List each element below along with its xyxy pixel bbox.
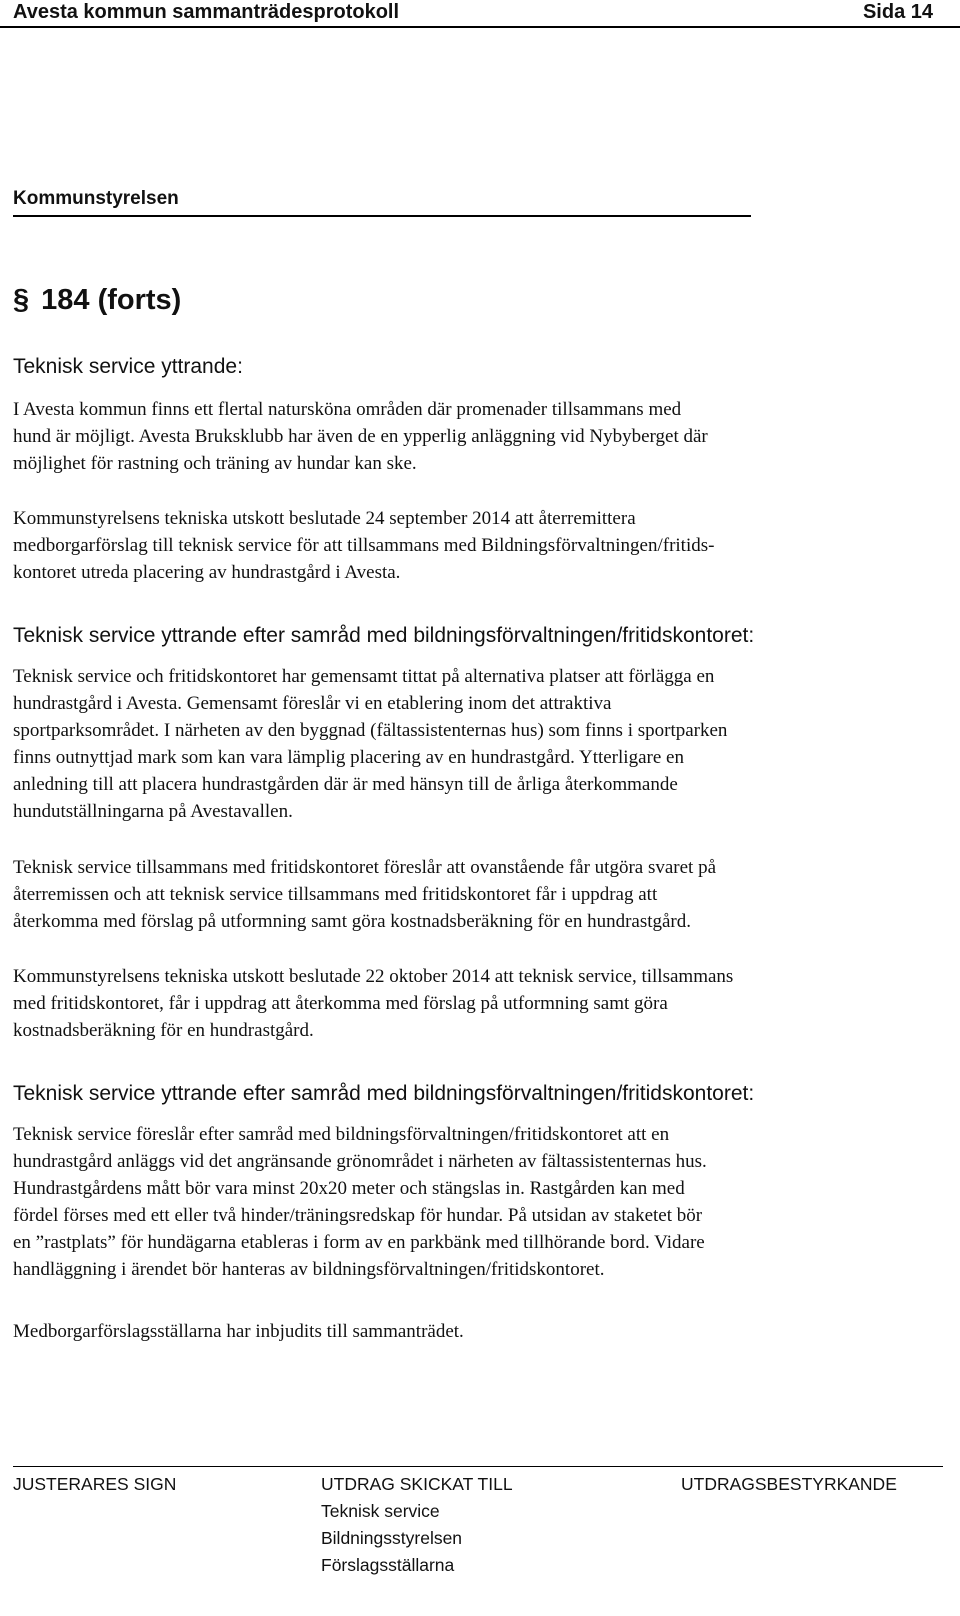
footer-justerares-sign bbox=[13, 1471, 176, 1498]
page-number: Sida 14 bbox=[862, 1, 933, 23]
page-header bbox=[0, 0, 960, 28]
utdrag-skickat-till-label: UTDRAG SKICKAT TILL bbox=[321, 1474, 513, 1494]
section-symbol: § bbox=[13, 284, 30, 316]
section-number: 184 (forts) bbox=[41, 284, 182, 316]
body-name: Kommunstyrelsen bbox=[13, 188, 179, 209]
heading-yttrande-efter-samrad-2: Teknisk service yttrande efter samråd med bildningsförvaltningen/fritidskontoret: bbox=[13, 1082, 755, 1105]
paragraph-6: Teknisk service föreslår efter samråd med bildningsförvaltningen/fritidskontoret att en hundrastgård anläggs vid det angränsande grönområdet i närheten av fältassistenternas hus. Hundrastgårdens mått bör vara minst 20x20 meter och stängslas in. Rastgården kan med fördel förses med ett eller två hinder/träningsredskap för hundar. På utsidan av staketet bör en ”rastplats” för hundägarna etableras i form av en parkbänk med tillhörande bord. Vidare handläggning i ärendet bör hanteras av bildningsförvaltningen/fritidskontoret. bbox=[13, 1124, 707, 1280]
footer-utdragsbestyrkande bbox=[681, 1471, 897, 1498]
justerares-sign-label: JUSTERARES SIGN bbox=[13, 1474, 177, 1494]
footer-utdrag-skickat-till bbox=[321, 1471, 513, 1579]
utdragsbestyrkande-label: UTDRAGSBESTYRKANDE bbox=[681, 1474, 897, 1494]
paragraph-4: Teknisk service tillsammans med fritidskontoret föreslår att ovanstående får utgöra svaret på återremissen och att teknisk service tillsammans med fritidskontoret får i uppdrag att återkomma med förslag på utformning samt göra kostnadsberäkning för en hundrastgård. bbox=[13, 857, 717, 932]
footer-rule bbox=[13, 1466, 943, 1467]
heading-yttrande-efter-samrad-1: Teknisk service yttrande efter samråd med bildningsförvaltningen/fritidskontoret: bbox=[13, 624, 755, 647]
paragraph-1: I Avesta kommun finns ett flertal natursköna områden där promenader tillsammans med hund är möjligt. Avesta Bruksklubb har även de en ypperlig anläggning vid Nybyberget där möjlighet för rastning och träning av hundar kan ske. bbox=[13, 399, 708, 474]
paragraph-2: Kommunstyrelsens tekniska utskott beslutade 24 september 2014 att återremittera medborgarförslag till teknisk service för att tillsammans med Bildningsförvaltningen/fritids- kontoret utreda placering av hundrastgård i Avesta. bbox=[13, 508, 715, 583]
paragraph-3: Teknisk service och fritidskontoret har gemensamt tittat på alternativa platser att förlägga en hundrastgård i Avesta. Gemensamt föreslår vi en etablering inom det attraktiva sportparksområdet. I närheten av den byggnad (fältassistenternas hus) som finns i sportparken finns outnyttjad mark som kan vara lämplig placering av en hundrastgård. Ytterligare en anledning till att placera hundrastgården där är med hänsyn till de årliga återkommande hundutställningarna på Avestavallen. bbox=[13, 666, 728, 822]
heading-teknisk-service-yttrande: Teknisk service yttrande: bbox=[13, 355, 243, 378]
recipient-forslagsstallarna: Förslagsställarna bbox=[321, 1555, 455, 1575]
section-title bbox=[13, 284, 181, 317]
document-title: Avesta kommun sammanträdesprotokoll bbox=[13, 1, 400, 23]
recipient-bildningsstyrelsen: Bildningsstyrelsen bbox=[321, 1528, 463, 1548]
recipient-teknisk-service: Teknisk service bbox=[321, 1501, 440, 1521]
paragraph-7: Medborgarförslagsställarna har inbjudits till sammanträdet. bbox=[13, 1321, 464, 1342]
paragraph-5: Kommunstyrelsens tekniska utskott beslutade 22 oktober 2014 att teknisk service, tillsammans med fritidskontoret, får i uppdrag att återkomma med förslag på utformning samt göra kostnadsberäkning för en hundrastgård. bbox=[13, 966, 734, 1041]
body-name-underline bbox=[13, 215, 751, 217]
